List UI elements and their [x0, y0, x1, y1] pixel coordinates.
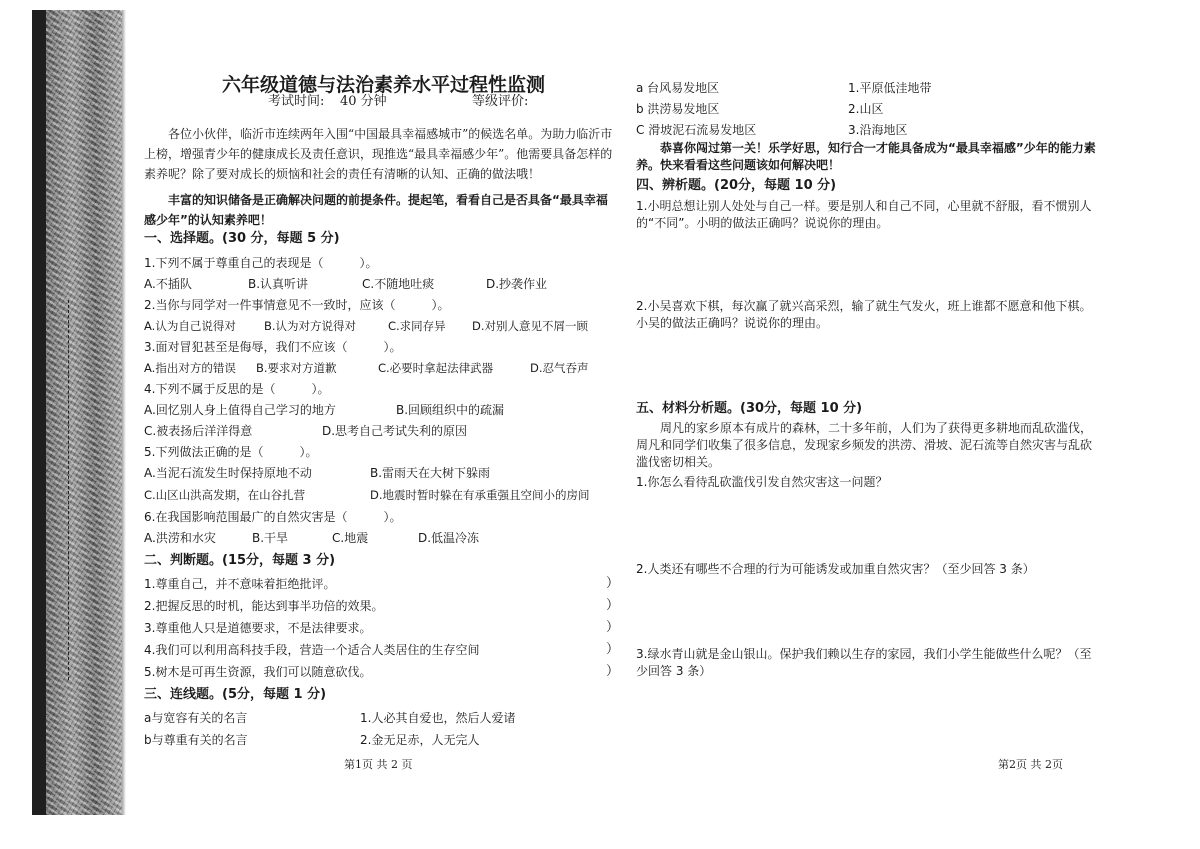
option-row [144, 465, 490, 481]
section3-title: 三、连线题。(5分，每题 1 分) [144, 687, 327, 702]
section4-title: 四、辨析题。(20分，每题 10 分) [636, 178, 837, 193]
option: B.雷雨天在大树下躲雨 [370, 466, 491, 480]
binding-edge [32, 10, 46, 815]
page-footer-left: 第1页 共 2 页 [344, 758, 413, 771]
option: D.抄袭作业 [486, 277, 548, 291]
judge-item: 5.树木是可再生资源，我们可以随意砍伐。 [144, 665, 372, 679]
option: B.要求对方道歉 [256, 361, 337, 375]
congrats-paragraph: 恭喜你闯过第一关！乐学好思，知行合一才能具备成为“最具幸福感”少年的能力素养。快来看看这些问题该如何解决吧！ [636, 141, 1096, 172]
option: B.干旱 [252, 531, 289, 545]
exam-time-label: 考试时间: [268, 94, 325, 109]
page-footer-right: 第2页 共 2页 [998, 758, 1063, 771]
match-right-item: 1.人必其自爱也，然后人爱诸 [360, 711, 516, 725]
binding-seal-line [68, 300, 70, 680]
option: C.山区山洪高发期，在山谷扎营 [144, 488, 306, 502]
question-text: 2.小吴喜欢下棋，每次赢了就兴高采烈，输了就生气发火，班上谁都不愿意和他下棋。小吴的做法正确吗？说说你的理由。 [636, 299, 1092, 330]
option: A.不插队 [144, 277, 192, 291]
match-right-item: 2.金无足赤，人无完人 [360, 733, 480, 747]
option-row [144, 360, 589, 376]
judge-item: 1.尊重自己，并不意味着拒绝批评。 [144, 577, 336, 591]
judge-item: 2.把握反思的时机，能达到事半功倍的效果。 [144, 599, 384, 613]
answer-paren: ） [606, 598, 620, 613]
question-text: 1.你怎么看待乱砍滥伐引发自然灾害这一问题？ [636, 475, 888, 489]
option: C.求同存异 [388, 319, 446, 333]
match-left-item: a 台风易发地区 [636, 81, 720, 95]
question-text: 5.下列做法正确的是（ ）。 [144, 445, 318, 459]
judge-item: 3.尊重他人只是道德要求，不是法律要求。 [144, 621, 372, 635]
binding-shadow [122, 10, 126, 815]
option: A.当泥石流发生时保持原地不动 [144, 466, 312, 480]
question-text: 6.在我国影响范围最广的自然灾害是（ ）。 [144, 510, 402, 524]
match-left-item: a与宽容有关的名言 [144, 711, 248, 725]
option: B.认真听讲 [248, 277, 309, 291]
question-text: 4.下列不属于反思的是（ ）。 [144, 382, 330, 396]
match-right-item: 3.沿海地区 [848, 123, 908, 137]
option-row [144, 487, 590, 503]
match-left-item: b与尊重有关的名言 [144, 733, 248, 747]
grade-label: 等级评价: [472, 94, 529, 109]
option: C.必要时拿起法律武器 [378, 361, 494, 375]
option-row [144, 402, 504, 418]
option: D.地震时暂时躲在有承重强且空间小的房间 [370, 488, 590, 502]
question-text: 3.绿水青山就是金山银山。保护我们赖以生存的家园，我们小学生能做些什么呢？（至少回答 3 条） [636, 647, 1092, 678]
lead-paragraph: 丰富的知识储备是正确解决问题的前提条件。提起笔，看看自己是否具备“最具幸福感少年”的认知素养吧！ [144, 193, 608, 227]
answer-paren: ） [606, 642, 620, 657]
section5-title: 五、材料分析题。(30分，每题 10 分) [636, 401, 863, 416]
match-left-item: C 滑坡泥石流易发地区 [636, 123, 757, 137]
option: D.思考自己考试失利的原因 [322, 424, 468, 438]
question-text: 3.面对冒犯甚至是侮辱，我们不应该（ ）。 [144, 340, 402, 354]
option-row [144, 423, 467, 439]
match-right-item: 1.平原低洼地带 [848, 81, 932, 95]
option-row [144, 318, 588, 334]
page-title: 六年级道德与法治素养水平过程性监测 [222, 74, 546, 96]
exam-time-value: 40 分钟 [340, 94, 387, 109]
option: A.指出对方的错误 [144, 361, 236, 375]
judge-item: 4.我们可以利用高科技手段，营造一个适合人类居住的生存空间 [144, 643, 480, 657]
section2-title: 二、判断题。(15分，每题 3 分) [144, 553, 336, 568]
answer-paren: ） [606, 576, 620, 591]
question-text: 1.小明总想让别人处处与自己一样。要是别人和自己不同，心里就不舒服，看不惯别人的“不同”。小明的做法正确吗？说说你的理由。 [636, 199, 1092, 230]
question-text: 2.当你与同学对一件事情意见不一致时，应该（ ）。 [144, 298, 450, 312]
option: A.洪涝和水灾 [144, 531, 216, 545]
option: C.被表扬后洋洋得意 [144, 424, 253, 438]
section1-title: 一、选择题。(30 分，每题 5 分) [144, 231, 340, 246]
question-text: 1.下列不属于尊重自己的表现是（ ）。 [144, 256, 378, 270]
match-right-item: 2.山区 [848, 102, 884, 116]
option: D.低温冷冻 [418, 531, 480, 545]
option: C.不随地吐痰 [362, 277, 435, 291]
option-row [144, 276, 547, 292]
answer-paren: ） [606, 664, 620, 679]
answer-paren: ） [606, 620, 620, 635]
option: A.认为自己说得对 [144, 319, 236, 333]
option: B.认为对方说得对 [264, 319, 357, 333]
option-row [144, 530, 479, 546]
option: D.对别人意见不屑一顾 [472, 319, 589, 333]
option: C.地震 [332, 531, 369, 545]
option: D.忍气吞声 [530, 361, 589, 375]
option: A.回忆别人身上值得自己学习的地方 [144, 403, 336, 417]
option: B.回顾组织中的疏漏 [396, 403, 505, 417]
intro-paragraph: 各位小伙伴，临沂市连续两年入围“中国最具幸福感城市”的候选名单。为助力临沂市上榜，增强青少年的健康成长及责任意识，现推选“最具幸福感少年”。他需要具备怎样的素养呢？除了要对成长的烦恼和社会的责任有清晰的认知、正确的做法哦！ [144, 127, 613, 181]
question-text: 2.人类还有哪些不合理的行为可能诱发或加重自然灾害？（至少回答 3 条） [636, 562, 1035, 576]
match-left-item: b 洪涝易发地区 [636, 102, 720, 116]
material-paragraph: 周凡的家乡原本有成片的森林，二十多年前，人们为了获得更多耕地而乱砍滥伐，周凡和同学们收集了很多信息，发现家乡频发的洪涝、滑坡、泥石流等自然灾害与乱砍滥伐密切相关。 [636, 421, 1093, 469]
